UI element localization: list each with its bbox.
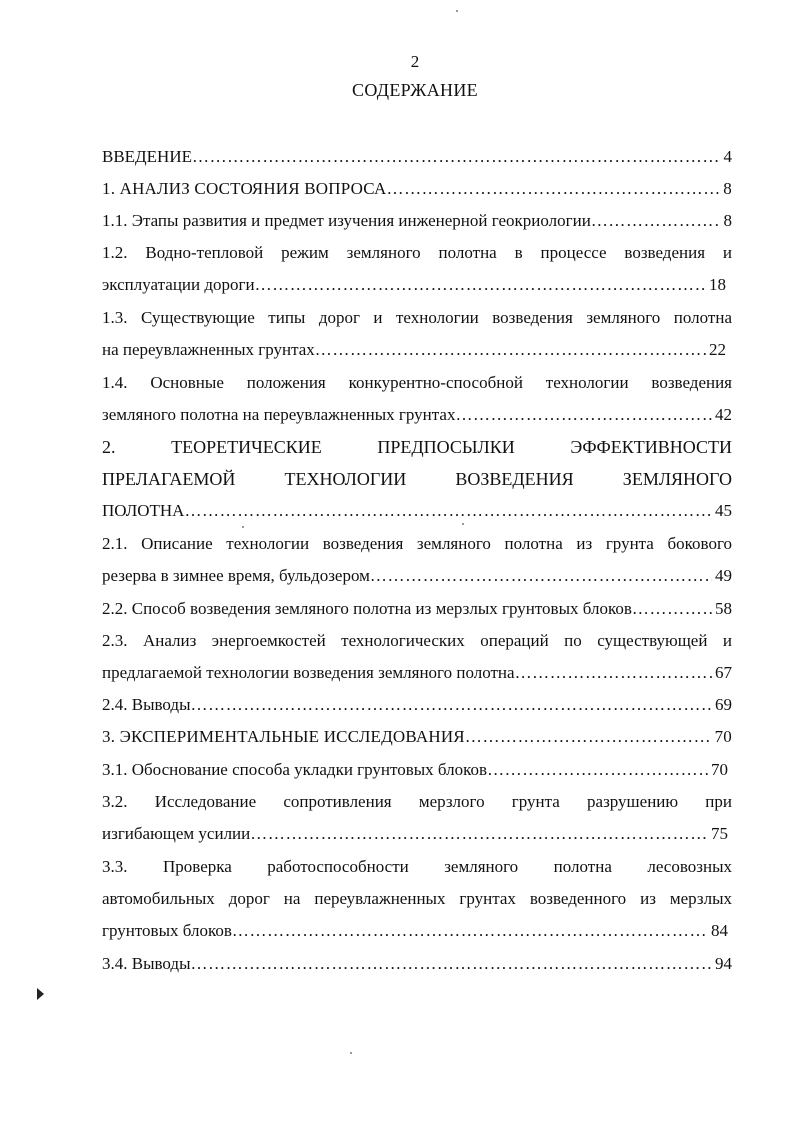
toc-dot-leader <box>386 179 720 199</box>
toc-entry-3-1 <box>102 760 728 780</box>
toc-entry-text: ВВЕДЕНИЕ <box>102 147 192 166</box>
toc-entry-text: изгибающем усилии <box>102 824 251 843</box>
toc-dot-leader <box>591 211 721 231</box>
toc-entry-text: 3. ЭКСПЕРИМЕНТАЛЬНЫЕ ИССЛЕДОВАНИЯ <box>102 727 465 746</box>
toc-entry-text: 2.4. Выводы <box>102 695 191 714</box>
toc-entry-page: 70 <box>711 760 728 779</box>
toc-entry-2-2 <box>102 599 732 619</box>
toc-dot-leader <box>515 663 712 683</box>
toc-dot-leader <box>315 340 706 360</box>
toc-entry-text: на переувлажненных грунтах <box>102 340 315 359</box>
toc-entry-text: 1. АНАЛИЗ СОСТОЯНИЯ ВОПРОСА <box>102 179 387 198</box>
toc-entry-introduction <box>102 147 732 167</box>
toc-entry-page: 49 <box>715 566 732 585</box>
toc-entry-text: 3.4. Выводы <box>102 954 191 973</box>
toc-entry-3-3-line1: 3.3. Проверка работоспособности земляного полотна лесовозных <box>102 857 732 876</box>
scan-speck <box>242 526 244 528</box>
toc-entry-1-4 <box>102 405 732 425</box>
toc-entry-text: грунтовых блоков <box>102 921 232 940</box>
toc-entry-text: 3.1. Обоснование способа укладки грунтовых блоков <box>102 760 488 779</box>
toc-entry-text: 1.1. Этапы развития и предмет изучения инженерной геокриологии <box>102 211 591 230</box>
toc-dot-leader <box>487 760 708 780</box>
toc-dot-leader <box>191 695 712 715</box>
toc-entry-page: 94 <box>715 954 732 973</box>
toc-entry-chapter-2 <box>102 501 732 521</box>
toc-dot-leader <box>191 954 712 974</box>
toc-entry-page: 8 <box>723 211 732 230</box>
toc-dot-leader <box>465 727 712 747</box>
toc-entry-1-4-line1: 1.4. Основные положения конкурентно-способной технологии возведения <box>102 373 732 392</box>
toc-dot-leader <box>192 147 721 167</box>
toc-entry-page: 84 <box>711 921 728 940</box>
toc-dot-leader <box>184 501 712 521</box>
toc-dot-leader <box>370 566 712 586</box>
toc-entry-page: 70 <box>714 727 732 746</box>
toc-dot-leader <box>250 824 708 844</box>
toc-entry-page: 22 <box>709 340 726 359</box>
toc-entry-page: 42 <box>715 405 732 424</box>
toc-entry-3-4 <box>102 954 732 974</box>
toc-entry-chapter-2-line1: 2. ТЕОРЕТИЧЕСКИЕ ПРЕДПОСЫЛКИ ЭФФЕКТИВНОСТИ <box>102 437 732 457</box>
toc-entry-text: земляного полотна на переувлажненных грунтах <box>102 405 456 424</box>
toc-entry-chapter-1 <box>102 179 732 199</box>
toc-entry-page: 67 <box>715 663 732 682</box>
toc-entry-chapter-2-line2: ПРЕЛАГАЕМОЙ ТЕХНОЛОГИИ ВОЗВЕДЕНИЯ ЗЕМЛЯНОГО <box>102 469 732 489</box>
toc-entry-page: 18 <box>709 275 726 294</box>
toc-entry-page: 75 <box>711 824 728 843</box>
toc-dot-leader <box>255 275 706 295</box>
toc-entry-text: резерва в зимнее время, бульдозером <box>102 566 370 585</box>
toc-entry-page: 69 <box>715 695 732 714</box>
toc-entry-text: ПОЛОТНА <box>102 501 185 520</box>
toc-entry-2-1-line1: 2.1. Описание технологии возведения земляного полотна из грунта бокового <box>102 534 732 553</box>
toc-entry-3-3-line2: автомобильных дорог на переувлажненных грунтах возведенного из мерзлых <box>102 889 732 908</box>
toc-entry-page: 8 <box>723 179 732 198</box>
toc-entry-3-2 <box>102 824 728 844</box>
toc-entry-1-3 <box>102 340 726 360</box>
toc-entry-3-3 <box>102 921 728 941</box>
toc-entry-1-2 <box>102 275 726 295</box>
scan-margin-mark <box>37 988 44 1000</box>
toc-entry-text: 2.2. Способ возведения земляного полотна из мерзлых грунтовых блоков <box>102 599 632 618</box>
toc-entry-2-3 <box>102 663 732 683</box>
toc-dot-leader <box>632 599 712 619</box>
toc-entry-1-2-line1: 1.2. Водно-тепловой режим земляного полотна в процессе возведения и <box>102 243 732 262</box>
toc-entry-2-3-line1: 2.3. Анализ энергоемкостей технологических операций по существующей и <box>102 631 732 650</box>
scan-speck <box>350 1052 352 1054</box>
toc-entry-page: 58 <box>715 599 732 618</box>
toc-entry-text: эксплуатации дороги <box>102 275 255 294</box>
toc-entry-2-1 <box>102 566 732 586</box>
scan-speck <box>462 523 464 525</box>
toc-dot-leader <box>455 405 712 425</box>
toc-entry-3-2-line1: 3.2. Исследование сопротивления мерзлого грунта разрушению при <box>102 792 732 811</box>
scan-speck <box>456 10 458 12</box>
toc-entry-page: 4 <box>723 147 732 166</box>
toc-entry-text: предлагаемой технологии возведения земляного полотна <box>102 663 515 682</box>
page-title: СОДЕРЖАНИЕ <box>352 80 478 100</box>
page-number: 2 <box>410 52 420 71</box>
toc-dot-leader <box>232 921 708 941</box>
toc-entry-chapter-3 <box>102 727 732 747</box>
toc-entry-page: 45 <box>715 501 732 520</box>
toc-entry-2-4 <box>102 695 732 715</box>
toc-entry-1-1 <box>102 211 732 231</box>
toc-entry-1-3-line1: 1.3. Существующие типы дорог и технологии возведения земляного полотна <box>102 308 732 327</box>
